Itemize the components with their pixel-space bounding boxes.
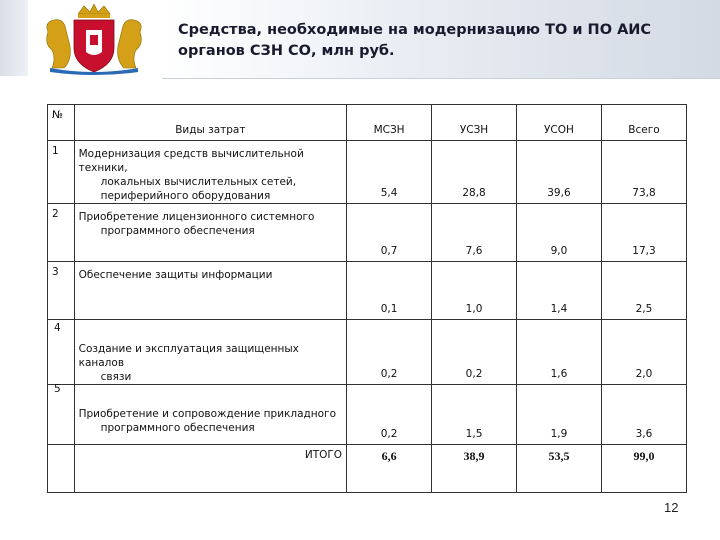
slide-title-line-2: органов СЗН СО, млн руб. [178,43,395,59]
cell-uszn: 1,5 [432,385,517,445]
header-mszn: МСЗН [347,105,432,141]
row-num: 2 [48,204,75,262]
row-num: 4 [54,322,61,334]
header-accent-bar [0,0,28,76]
cell-total: 17,3 [601,204,686,262]
cell-mszn: 0,2 [347,385,432,445]
cell-uson: 39,6 [516,141,601,204]
cell-uson: 1,6 [516,320,601,385]
row-name [74,385,346,445]
row-name [74,141,346,204]
row-name [74,320,346,385]
cell-mszn: 5,4 [347,141,432,204]
row-name-line: программного обеспечения [100,422,255,434]
row-name-line: связи [100,371,132,383]
table-row [48,262,687,320]
table-row [48,320,687,385]
total-uszn: 38,9 [432,445,517,493]
table-row [48,204,687,262]
header-total: Всего [601,105,686,141]
cell-uson: 1,9 [516,385,601,445]
slide-header [0,0,720,80]
table-row [48,141,687,204]
total-uson: 53,5 [516,445,601,493]
row-num: 3 [48,262,75,320]
header-num: № [48,105,75,141]
cell-uszn: 1,0 [432,262,517,320]
coat-of-arms-icon [30,2,158,76]
cell-mszn: 0,1 [347,262,432,320]
header-uson: УСОН [516,105,601,141]
table-row [48,385,687,445]
cell-uson: 9,0 [516,204,601,262]
cell-mszn: 0,7 [347,204,432,262]
row-name-line: программного обеспечения [100,225,255,237]
cost-table [47,104,687,493]
total-label: ИТОГО [74,445,346,493]
cell-total: 3,6 [601,385,686,445]
cell-total: 73,8 [601,141,686,204]
row-name [74,204,346,262]
cell-uszn: 28,8 [432,141,517,204]
total-mszn: 6,6 [347,445,432,493]
row-num: 5 [54,383,61,395]
row-name-line: Модернизация средств вычислительной техники, [78,148,304,174]
cell-mszn: 0,2 [347,320,432,385]
cell-uson: 1,4 [516,262,601,320]
table-header-row [48,105,687,141]
total-row [48,445,687,493]
header-name: Виды затрат [74,105,346,141]
slide-title-line-1: Средства, необходимые на модернизацию ТО и ПО АИС [178,22,652,38]
header-uszn: УСЗН [432,105,517,141]
page-number: 12 [664,500,679,515]
row-name-line: локальных вычислительных сетей, [100,176,297,188]
row-name [74,262,346,320]
row-name-line: Создание и эксплуатация защищенных каналов [78,343,299,369]
row-name-line: периферийного оборудования [100,190,271,202]
cell-uszn: 0,2 [432,320,517,385]
total-all: 99,0 [601,445,686,493]
cell-total: 2,0 [601,320,686,385]
row-name-line: Обеспечение защиты информации [78,269,273,281]
slide-title [178,20,698,62]
row-name-line: Приобретение лицензионного системного [78,211,315,223]
row-num: 1 [48,141,75,204]
cell-uszn: 7,6 [432,204,517,262]
cell-total: 2,5 [601,262,686,320]
row-name-line: Приобретение и сопровождение прикладного [78,408,337,420]
